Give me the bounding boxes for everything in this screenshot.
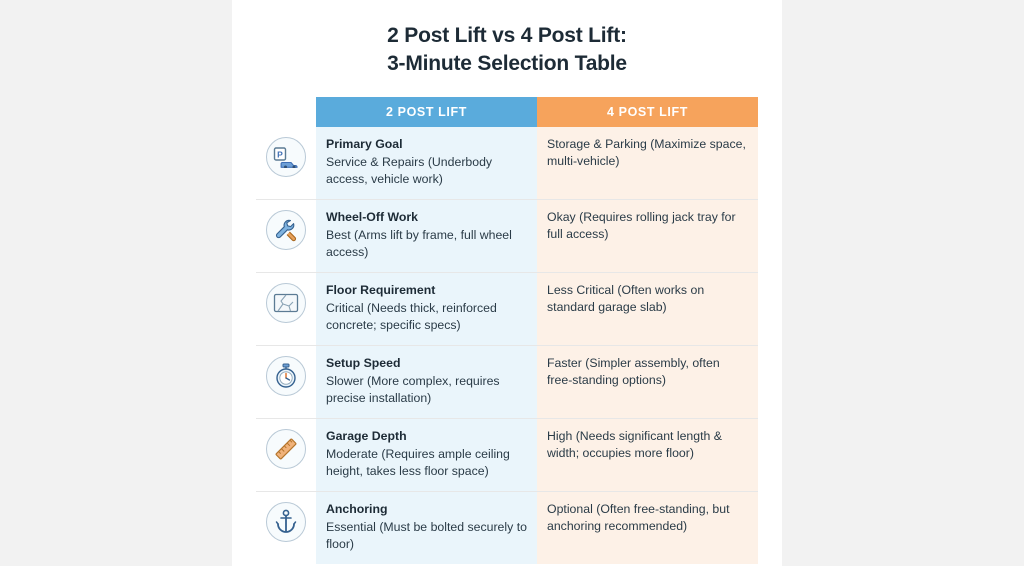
row-left-text: Slower (More complex, requires precise installation) [326, 374, 500, 406]
table-row [256, 419, 758, 492]
row-feature-label: Primary Goal [326, 137, 403, 152]
row-right-text: Optional (Often free-standing, but anchoring recommended) [547, 501, 730, 533]
table-header-row [256, 97, 758, 127]
row-icon-cell [256, 419, 316, 492]
table-header-4-post-lift: 4 POST LIFT [537, 97, 758, 127]
row-right-text: High (Needs significant length & width; occupies more floor) [547, 429, 722, 461]
table-header-2-post-lift: 2 POST LIFT [316, 97, 537, 127]
page-title-line-1: 2 Post Lift vs 4 Post Lift: [387, 24, 627, 47]
table-row [256, 273, 758, 346]
stopwatch-icon [266, 356, 306, 396]
row-right-cell [537, 273, 758, 346]
row-feature-label: Setup Speed [326, 356, 401, 371]
row-right-text: Okay (Requires rolling jack tray for full access) [547, 210, 736, 242]
comparison-table [256, 97, 758, 563]
row-left-cell [316, 200, 537, 273]
row-left-text: Moderate (Requires ample ceiling height, takes less floor space) [326, 447, 510, 478]
row-icon-cell [256, 200, 316, 273]
row-feature-label: Floor Requirement [326, 283, 436, 298]
table-body [256, 127, 758, 563]
row-right-text: Less Critical (Often works on standard garage slab) [547, 283, 705, 315]
row-left-cell [316, 419, 537, 492]
row-left-cell [316, 491, 537, 563]
row-right-text: Storage & Parking (Maximize space, multi-vehicle) [547, 137, 746, 169]
svg-text:P: P [277, 149, 283, 160]
row-icon-cell [256, 273, 316, 346]
row-left-text: Critical (Needs thick, reinforced concrete; specific specs) [326, 301, 497, 333]
page-title-line-2: 3-Minute Selection Table [387, 51, 627, 75]
cracked-floor-icon [266, 283, 306, 323]
row-left-cell [316, 273, 537, 346]
ruler-icon [266, 429, 306, 469]
table-header [256, 97, 758, 127]
row-left-cell [316, 346, 537, 419]
content-canvas [232, 0, 782, 566]
anchor-icon [266, 502, 306, 542]
row-right-cell [537, 200, 758, 273]
row-icon-cell [256, 127, 316, 199]
row-left-text: Service & Repairs (Underbody access, vehicle work) [326, 155, 493, 187]
left-gutter [0, 0, 232, 566]
row-right-text: Faster (Simpler assembly, often free-standing options) [547, 356, 720, 388]
row-left-text: Best (Arms lift by frame, full wheel access) [326, 228, 512, 260]
row-feature-label: Anchoring [326, 501, 388, 516]
row-feature-label: Garage Depth [326, 429, 407, 444]
row-right-cell [537, 491, 758, 563]
table-row [256, 346, 758, 419]
row-right-cell [537, 346, 758, 419]
table-row [256, 127, 758, 199]
table-row [256, 491, 758, 563]
row-icon-cell [256, 346, 316, 419]
row-right-cell [537, 127, 758, 199]
row-left-cell [316, 127, 537, 199]
wrench-screwdriver-icon [266, 210, 306, 250]
row-icon-cell [256, 491, 316, 563]
row-feature-label: Wheel-Off Work [326, 210, 418, 225]
table-header-icon-blank [256, 97, 316, 127]
parking-car-icon [266, 137, 306, 177]
table-row [256, 200, 758, 273]
page-title [232, 0, 782, 77]
right-gutter [782, 0, 1024, 566]
row-left-text: Essential (Must be bolted securely to floor) [326, 519, 527, 551]
row-right-cell [537, 419, 758, 492]
